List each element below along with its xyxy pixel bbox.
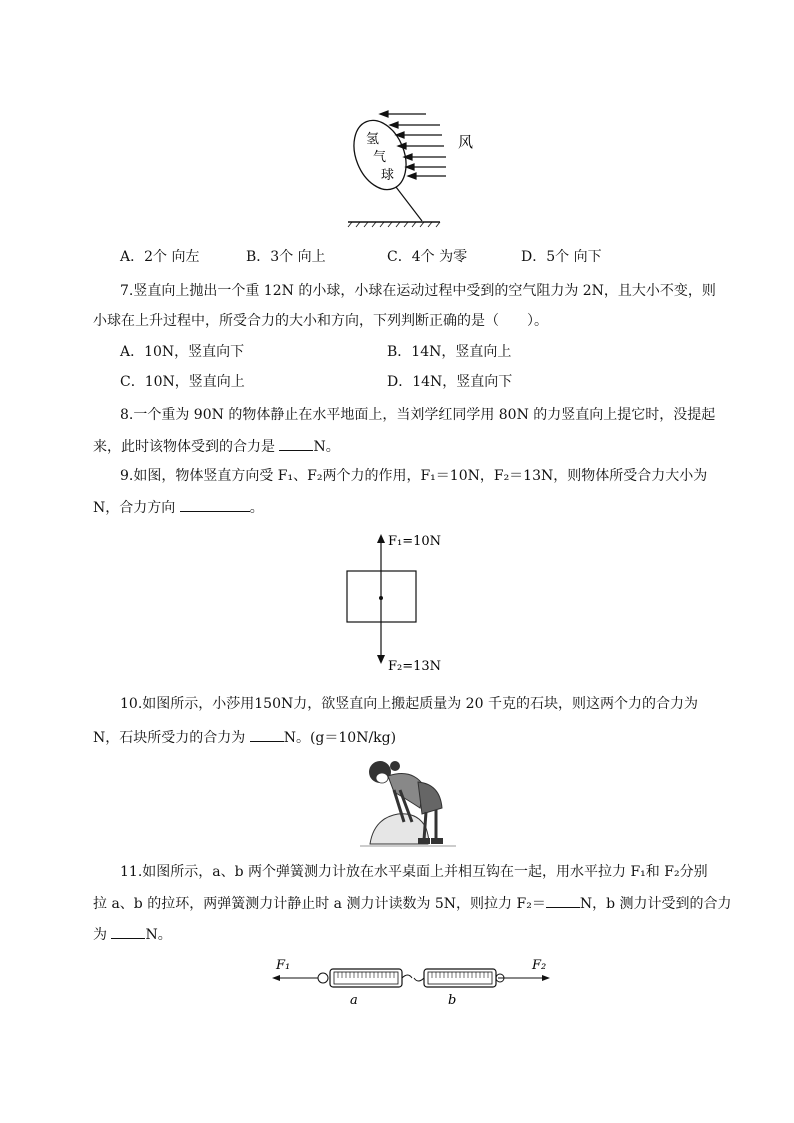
ground-hatch bbox=[348, 222, 440, 227]
lifting-illustration bbox=[360, 756, 456, 850]
q11-answer-blank-1[interactable] bbox=[546, 893, 580, 908]
f1-arrowhead bbox=[377, 534, 385, 543]
q7-text-line1: 7.竖直向上抛出一个重 12N 的小球，小球在运动过程中受到的空气阻力为 2N，且大小不变，则 bbox=[120, 283, 716, 299]
q8-answer-blank[interactable] bbox=[279, 436, 313, 451]
q11-line3-prefix: 为 bbox=[93, 927, 112, 943]
balloon-figure bbox=[340, 105, 490, 230]
f2-label: F₂ bbox=[532, 958, 547, 973]
f1-label: F₁=10N bbox=[388, 534, 442, 549]
q10-text-line1: 10.如图所示，小莎用150N力，欲竖直向上搬起质量为 20 千克的石块，则这两个力的合力为 bbox=[120, 696, 698, 712]
q7-option-b: B．14N，竖直向上 bbox=[387, 344, 512, 360]
spring-scales-figure bbox=[268, 952, 558, 1010]
q8-text-line2 bbox=[93, 436, 340, 457]
f2-arrowhead bbox=[377, 655, 385, 664]
q11-text-line3 bbox=[93, 924, 172, 945]
q6-option-a: A．2个 向左 bbox=[120, 249, 200, 265]
q8-line2-suffix: N。 bbox=[313, 439, 340, 455]
q9-answer-blank[interactable] bbox=[180, 497, 250, 512]
q11-line2-prefix: 拉 a、b 的拉环，两弹簧测力计静止时 a 测力计读数为 5N，则拉力 F₂＝ bbox=[93, 896, 546, 912]
q10-line2-prefix: N，石块所受力的合力为 bbox=[93, 730, 250, 746]
balloon-char-1: 氢 bbox=[366, 132, 380, 147]
q8-text-line1: 8.一个重为 90N 的物体静止在水平地面上，当刘学红同学用 80N 的力竖直向上提它时，没提起 bbox=[120, 407, 716, 423]
q10-line2-suffix: N。(g＝10N/kg) bbox=[283, 730, 397, 746]
q9-text-line1: 9.如图，物体竖直方向受 F₁、F₂两个力的作用，F₁＝10N，F₂＝13N，则物体所受合力大小为 bbox=[120, 468, 708, 484]
balloon-char-2: 气 bbox=[373, 150, 387, 165]
label-a: a bbox=[350, 993, 358, 1008]
force-diagram bbox=[340, 530, 470, 675]
q9-text-line2 bbox=[93, 497, 264, 518]
q6-option-b: B．3个 向上 bbox=[246, 249, 326, 265]
q11-answer-blank-2[interactable] bbox=[111, 924, 145, 939]
q10-text-line2 bbox=[93, 727, 396, 748]
balloon-diagram bbox=[340, 105, 490, 230]
q11-line3-suffix: N。 bbox=[145, 927, 172, 943]
q11-text-line2 bbox=[93, 893, 732, 914]
spring-scales-diagram bbox=[268, 952, 558, 1010]
wind-label: 风 bbox=[458, 133, 474, 151]
q6-option-d: D．5个 向下 bbox=[521, 249, 602, 265]
q7-option-c: C．10N，竖直向上 bbox=[120, 374, 245, 390]
spring-scale-b bbox=[414, 969, 504, 987]
q10-answer-blank[interactable] bbox=[250, 727, 284, 742]
force-figure bbox=[340, 530, 470, 675]
q7-option-a: A．10N，竖直向下 bbox=[120, 344, 245, 360]
girl-lifting-stone-image bbox=[360, 756, 456, 850]
f1-label: F₁ bbox=[276, 958, 291, 973]
q8-line2-prefix: 来，此时该物体受到的合力是 bbox=[93, 439, 280, 455]
balloon-char-3: 球 bbox=[381, 168, 395, 183]
spring-scale-a bbox=[318, 969, 412, 987]
f2-label: F₂=13N bbox=[388, 659, 442, 674]
q9-line2-suffix: 。 bbox=[249, 500, 264, 516]
q6-option-c: C．4个 为零 bbox=[387, 249, 468, 265]
q9-line2-prefix: N，合力方向 bbox=[93, 500, 180, 516]
label-b: b bbox=[448, 993, 457, 1008]
q11-line2-middle: N，b 测力计受到的合力 bbox=[579, 896, 732, 912]
q7-text-line2: 小球在上升过程中，所受合力的大小和方向，下列判断正确的是（ ）。 bbox=[93, 313, 548, 329]
center-point bbox=[379, 596, 383, 600]
balloon-string bbox=[396, 187, 422, 221]
q11-text-line1: 11.如图所示，a、b 两个弹簧测力计放在水平桌面上并相互钩在一起，用水平拉力 F₁和 F₂分别 bbox=[120, 864, 708, 880]
q7-option-d: D．14N，竖直向下 bbox=[387, 374, 513, 390]
